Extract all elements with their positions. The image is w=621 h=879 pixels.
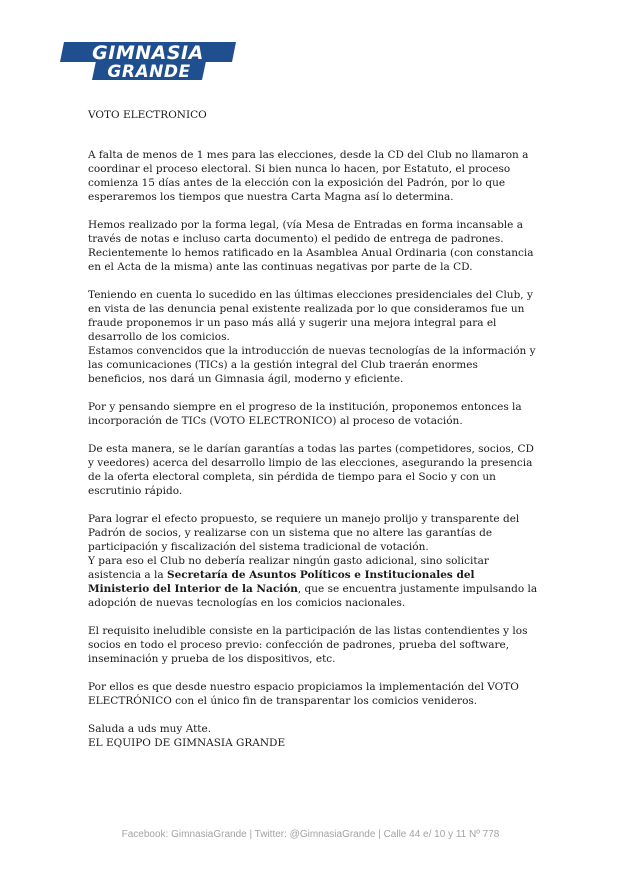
page-footer: Facebook: GimnasiaGrande | Twitter: @GimnasiaGrande | Calle 44 e/ 10 y 11 Nº 778 (121, 829, 500, 840)
logo-line1: GIMNASIA (92, 42, 204, 64)
paragraph-9: El requisito ineludible consiste en la participación de las listas contendientes y los socios en todo el proceso previo: confección de padrones, prueba del software, inseminación y prueba de los dispositivos, etc. (88, 625, 528, 665)
logo-graphic (56, 36, 242, 84)
paragraph-8-bold: Secretaría de Asuntos Políticos e Institucionales del Ministerio del Interior de la Nación (88, 569, 475, 595)
paragraph-10: Por ellos es que desde nuestro espacio propiciamos la implementación del VOTO ELECTRÓNICO con el único fin de transparentar los comicios venideros. (88, 681, 519, 707)
letter-heading: VOTO ELECTRONICO (88, 109, 207, 121)
paragraph-3: Teniendo en cuenta lo sucedido en las últimas elecciones presidenciales del Club, y en vista de las denuncia penal existente realizada por lo que consideramos fue un fraude proponemos ir un paso más allá y sugerir una mejora integral para el desarrollo de los comicios. (88, 289, 533, 343)
closing-greeting: Saluda a uds muy Atte. (88, 723, 212, 735)
logo-line2: GRANDE (107, 62, 191, 82)
paragraph-1: A falta de menos de 1 mes para las elecciones, desde la CD del Club no llamaron a coordinar el proceso electoral. Si bien nunca lo hacen, por Estatuto, el proceso comienza 15 días antes de la elección con la exposición del Padrón, por lo que esperaremos los tiempos que nuestra Carta Magna así lo determina. (88, 149, 529, 203)
paragraph-6: De esta manera, se le darían garantías a todas las partes (competidores, socios, CD y veedores) acerca del desarrollo limpio de las elecciones, asegurando la presencia de la oferta electoral completa, sin pérdida de tiempo para el Socio y con un escrutinio rápido. (88, 443, 534, 497)
gimnasia-grande-logo (56, 36, 242, 84)
paragraph-4: Estamos convencidos que la introducción de nuevas tecnologías de la información y las comunicaciones (TICs) a la gestión integral del Club traerán enormes beneficios, nos dará un Gimnasia ágil, moderno y eficiente. (88, 345, 536, 385)
letter-body (88, 108, 538, 750)
paragraph-8 (88, 554, 538, 610)
paragraph-8-after: , que se encuentra justamente impulsando la adopción de nuevas tecnologías en los comicios nacionales. (88, 583, 538, 609)
paragraph-8-before: Y para eso el Club no debería realizar ningún gasto adicional, sino solicitar asistencia a la (88, 555, 489, 581)
signature: EL EQUIPO DE GIMNASIA GRANDE (88, 737, 286, 749)
paragraph-5: Por y pensando siempre en el progreso de la institución, proponemos entonces la incorporación de TICs (VOTO ELECTRONICO) al proceso de votación. (88, 401, 522, 427)
paragraph-7: Para lograr el efecto propuesto, se requiere un manejo prolijo y transparente del Padrón de socios, y realizarse con un sistema que no altere las garantías de participación y fiscalización del sistema tradicional de votación. (88, 513, 520, 553)
paragraph-2: Hemos realizado por la forma legal, (vía Mesa de Entradas en forma incansable a través de notas e incluso carta documento) el pedido de entrega de padrones. Recientemente lo hemos ratificado en la Asamblea Anual Ordinaria (con constancia en el Acta de la misma) ante las continuas negativas por parte de la CD. (88, 219, 534, 273)
